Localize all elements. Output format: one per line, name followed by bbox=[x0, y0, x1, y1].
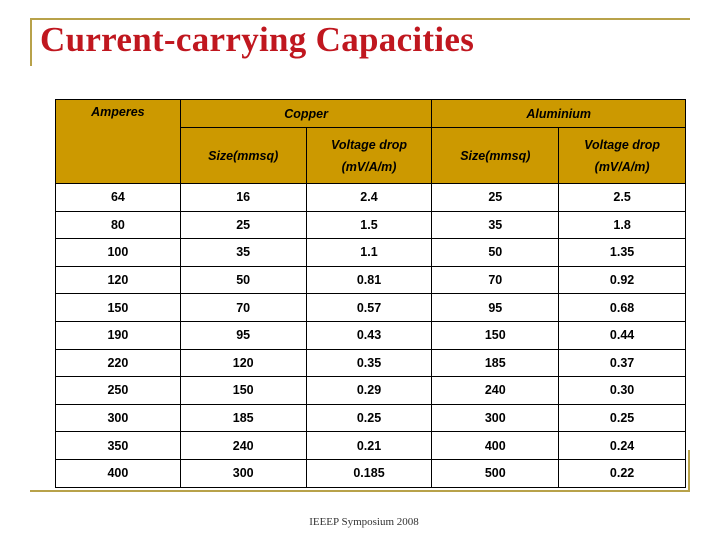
table-cell: 0.22 bbox=[559, 459, 686, 487]
table-row bbox=[56, 294, 686, 322]
table-cell: 0.81 bbox=[306, 266, 432, 294]
table-cell: 220 bbox=[56, 349, 181, 377]
table-cell: 500 bbox=[432, 459, 559, 487]
table-cell: 64 bbox=[56, 184, 181, 212]
table-cell: 80 bbox=[56, 211, 181, 239]
table-cell: 70 bbox=[432, 266, 559, 294]
table-cell: 120 bbox=[56, 266, 181, 294]
table-cell: 0.37 bbox=[559, 349, 686, 377]
table-cell: 250 bbox=[56, 377, 181, 405]
header-amperes: Amperes bbox=[56, 100, 181, 184]
table-cell: 0.57 bbox=[306, 294, 432, 322]
table-row bbox=[56, 377, 686, 405]
table-cell: 150 bbox=[432, 321, 559, 349]
table-cell: 120 bbox=[180, 349, 306, 377]
table-cell: 0.29 bbox=[306, 377, 432, 405]
table-row bbox=[56, 349, 686, 377]
table-row bbox=[56, 432, 686, 460]
table-cell: 100 bbox=[56, 239, 181, 267]
table-cell: 95 bbox=[432, 294, 559, 322]
table-row bbox=[56, 266, 686, 294]
subheader-aluminium-voltage-drop: Voltage drop (mV/A/m) bbox=[559, 128, 686, 184]
table-cell: 1.5 bbox=[306, 211, 432, 239]
table-cell: 2.5 bbox=[559, 184, 686, 212]
table-cell: 25 bbox=[432, 184, 559, 212]
table-cell: 150 bbox=[56, 294, 181, 322]
table-cell: 35 bbox=[432, 211, 559, 239]
table-row bbox=[56, 459, 686, 487]
table-cell: 240 bbox=[180, 432, 306, 460]
table-body bbox=[56, 184, 686, 488]
table-cell: 0.43 bbox=[306, 321, 432, 349]
table-cell: 0.92 bbox=[559, 266, 686, 294]
table-cell: 16 bbox=[180, 184, 306, 212]
table-cell: 400 bbox=[56, 459, 181, 487]
table-cell: 2.4 bbox=[306, 184, 432, 212]
table-cell: 190 bbox=[56, 321, 181, 349]
table-cell: 25 bbox=[180, 211, 306, 239]
frame-left-line bbox=[30, 18, 32, 66]
frame-right-line bbox=[688, 450, 690, 492]
subheader-copper-size: Size(mmsq) bbox=[180, 128, 306, 184]
table-cell: 300 bbox=[180, 459, 306, 487]
table-row bbox=[56, 211, 686, 239]
subheader-copper-voltage-drop: Voltage drop (mV/A/m) bbox=[306, 128, 432, 184]
table-cell: 1.8 bbox=[559, 211, 686, 239]
header-aluminium: Aluminium bbox=[432, 100, 686, 128]
table-cell: 0.35 bbox=[306, 349, 432, 377]
table-row bbox=[56, 404, 686, 432]
table-cell: 35 bbox=[180, 239, 306, 267]
table-cell: 0.24 bbox=[559, 432, 686, 460]
subheader-aluminium-size: Size(mmsq) bbox=[432, 128, 559, 184]
capacity-table bbox=[55, 99, 686, 488]
table-cell: 0.30 bbox=[559, 377, 686, 405]
table-cell: 95 bbox=[180, 321, 306, 349]
table-cell: 185 bbox=[180, 404, 306, 432]
table-cell: 0.21 bbox=[306, 432, 432, 460]
table-cell: 0.68 bbox=[559, 294, 686, 322]
table-cell: 0.25 bbox=[306, 404, 432, 432]
table-cell: 50 bbox=[432, 239, 559, 267]
table-cell: 1.35 bbox=[559, 239, 686, 267]
slide-footer: IEEEP Symposium 2008 bbox=[309, 516, 419, 528]
frame-bottom-line bbox=[30, 490, 690, 492]
table-cell: 70 bbox=[180, 294, 306, 322]
table-cell: 1.1 bbox=[306, 239, 432, 267]
table-row bbox=[56, 239, 686, 267]
table-cell: 240 bbox=[432, 377, 559, 405]
table-cell: 0.185 bbox=[306, 459, 432, 487]
table-row bbox=[56, 321, 686, 349]
table-cell: 350 bbox=[56, 432, 181, 460]
table-cell: 0.44 bbox=[559, 321, 686, 349]
table-cell: 185 bbox=[432, 349, 559, 377]
slide-title: Current-carrying Capacities bbox=[40, 20, 475, 59]
table-cell: 300 bbox=[432, 404, 559, 432]
table-cell: 150 bbox=[180, 377, 306, 405]
table-cell: 0.25 bbox=[559, 404, 686, 432]
table-cell: 50 bbox=[180, 266, 306, 294]
table-cell: 300 bbox=[56, 404, 181, 432]
table-row bbox=[56, 184, 686, 212]
header-copper: Copper bbox=[180, 100, 432, 128]
table-cell: 400 bbox=[432, 432, 559, 460]
